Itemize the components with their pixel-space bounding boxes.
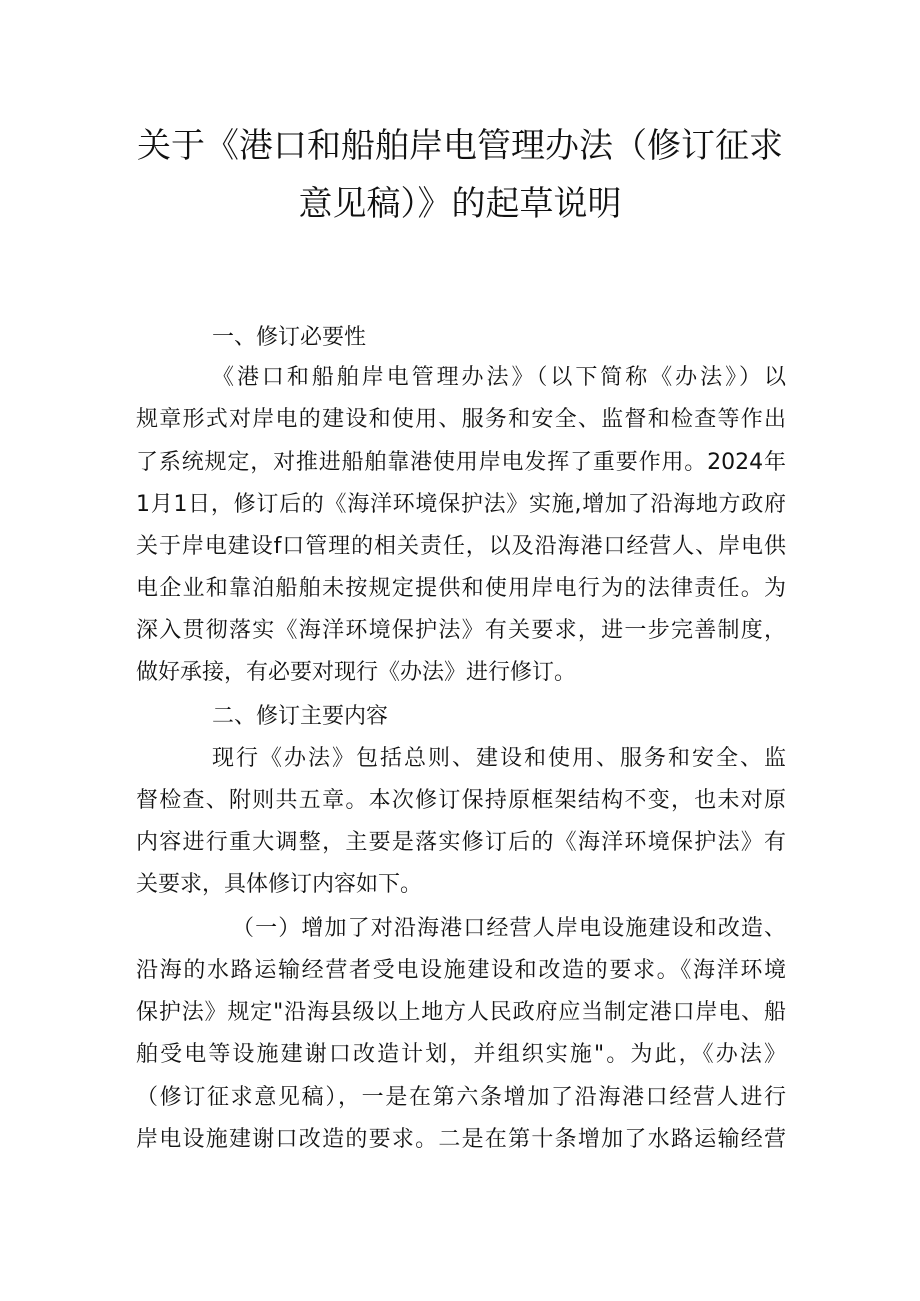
paragraph-line: 1月1日，修订后的《海洋环境保护法》实施,增加了沿海地方政府 [136,492,786,517]
paragraph-line: 督检查、附则共五章。本次修订保持原框架结构不变，也未对原 [136,788,786,813]
subsection-paragraph-line: （一）增加了对沿海港口经营人岸电设施建设和改造、 [232,916,786,941]
paragraph-line: 《港口和船舶岸电管理办法》（以下简称《办法》）以 [212,365,786,390]
paragraph-line: 做好承接，有必要对现行《办法》进行修订。 [136,660,577,685]
document-title-line-2: 意见稿）》的起草说明 [298,184,622,224]
paragraph-line: 关要求，具体修订内容如下。 [136,872,423,897]
document-title-line-1: 关于《港口和船舶岸电管理办法（修订征求 [137,126,783,166]
paragraph-line: 现行《办法》包括总则、建设和使用、服务和安全、监 [212,746,786,771]
paragraph-line: 规章形式对岸电的建设和使用、服务和安全、监督和检查等作出 [136,407,786,432]
paragraph-line: 岸电设施建谢口改造的要求。二是在第十条增加了水路运输经营 [136,1127,786,1152]
section-heading-2: 二、修订主要内容 [212,704,389,729]
paragraph-line: 保护法》规定"沿海县级以上地方人民政府应当制定港口岸电、船 [136,1000,786,1025]
paragraph-line: （修订征求意见稿），一是在第六条增加了沿海港口经营人进行 [136,1085,786,1110]
paragraph-line: 舶受电等设施建谢口改造计划，并组织实施"。为此，《办法》 [136,1042,786,1067]
paragraph-line: 沿海的水路运输经营者受电设施建设和改造的要求。《海洋环境 [136,958,786,983]
paragraph-line: 深入贯彻落实《海洋环境保护法》有关要求，进一步完善制度， [136,618,786,643]
section-heading-1: 一、修订必要性 [212,325,367,350]
paragraph-line: 内容进行重大调整，主要是落实修订后的《海洋环境保护法》有 [136,830,786,855]
paragraph-line: 了系统规定，对推进船舶靠港使用岸电发挥了重要作用。2024年 [136,450,786,475]
paragraph-line: 关于岸电建设f口管理的相关责任，以及沿海港口经营人、岸电供 [136,534,786,559]
paragraph-line: 电企业和靠泊船舶未按规定提供和使用岸电行为的法律责任。为 [136,576,786,601]
